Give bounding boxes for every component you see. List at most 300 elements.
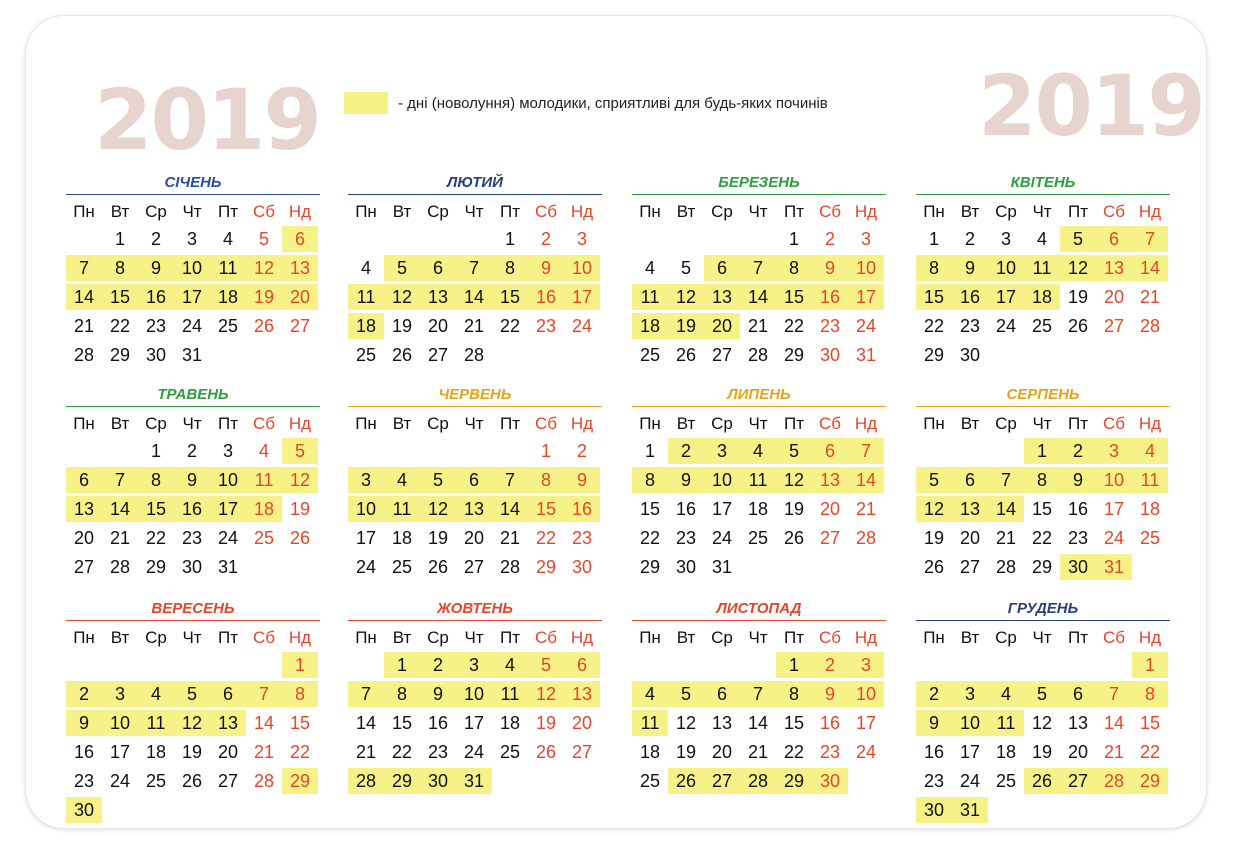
day-cell: 24 [571, 316, 593, 336]
day-cell: 24 [855, 742, 877, 762]
day-cell: 28 [995, 557, 1017, 577]
day-cell: 15 [492, 284, 528, 310]
week-row [348, 495, 602, 524]
week-row [66, 254, 320, 283]
day-cell: 12 [1031, 713, 1053, 733]
week-row [66, 341, 320, 370]
week-row [916, 312, 1170, 341]
day-cell: 25 [355, 345, 377, 365]
day-cell: 9 [1060, 467, 1096, 493]
day-cell: 29 [639, 557, 661, 577]
calendar-card [26, 16, 1206, 828]
day-cell: 14 [1103, 713, 1125, 733]
day-cell: 12 [668, 284, 704, 310]
day-cell: 6 [952, 467, 988, 493]
weekday-label: Пт [783, 414, 804, 433]
day-cell: 31 [855, 345, 877, 365]
day-cell: 13 [1067, 713, 1089, 733]
weekday-label: Чт [748, 628, 768, 647]
day-cell: 4 [138, 681, 174, 707]
weekday-label: Пн [355, 414, 377, 433]
day-cell: 30 [145, 345, 167, 365]
day-cell: 4 [222, 229, 233, 249]
day-cell: 15 [289, 713, 311, 733]
week-row [66, 796, 320, 825]
week-row [348, 524, 602, 553]
day-cell: 7 [740, 255, 776, 281]
day-cell: 14 [492, 496, 528, 522]
day-cell: 5 [282, 438, 318, 464]
week-row [632, 767, 886, 796]
day-cell: 13 [704, 284, 740, 310]
day-cell: 2 [668, 438, 704, 464]
day-cell: 15 [639, 499, 661, 519]
week-row [66, 312, 320, 341]
empty-cell [952, 438, 988, 464]
week-row [66, 651, 320, 680]
day-cell: 12 [528, 681, 564, 707]
day-cell: 11 [1024, 255, 1060, 281]
day-cell: 21 [1103, 742, 1125, 762]
day-cell: 6 [66, 467, 102, 493]
month-10 [348, 600, 602, 796]
weekday-label: Сб [1102, 414, 1125, 433]
weekday-label: Вт [960, 628, 980, 647]
day-cell: 3 [222, 441, 233, 461]
day-cell: 20 [282, 284, 318, 310]
day-cell: 20 [463, 528, 485, 548]
day-cell: 30 [812, 768, 848, 794]
day-cell: 25 [995, 771, 1017, 791]
empty-cell [492, 768, 528, 794]
empty-cell [1024, 652, 1060, 678]
day-cell: 23 [145, 316, 167, 336]
week-row [348, 437, 602, 466]
day-cell: 24 [217, 528, 239, 548]
day-cell: 4 [740, 438, 776, 464]
month-title: ТРАВЕНЬ [66, 386, 320, 407]
empty-cell [528, 768, 564, 794]
empty-cell [988, 342, 1024, 368]
empty-cell [1024, 797, 1060, 823]
week-row [916, 651, 1170, 680]
day-cell: 22 [499, 316, 521, 336]
week-row [66, 680, 320, 709]
weekday-header [916, 625, 1170, 651]
week-row [916, 553, 1170, 582]
day-cell: 17 [1103, 499, 1125, 519]
weekday-label: Чт [748, 202, 768, 221]
day-cell: 8 [102, 255, 138, 281]
month-6 [348, 386, 602, 582]
day-cell: 10 [564, 255, 600, 281]
weekday-label: Пт [217, 202, 238, 221]
day-cell: 15 [102, 284, 138, 310]
weekday-label: Сб [534, 628, 557, 647]
day-cell: 31 [952, 797, 988, 823]
day-cell: 10 [456, 681, 492, 707]
day-cell: 7 [348, 681, 384, 707]
month-title: СЕРПЕНЬ [916, 386, 1170, 407]
day-cell: 5 [668, 681, 704, 707]
day-cell: 8 [632, 467, 668, 493]
day-cell: 9 [174, 467, 210, 493]
weekday-label: Нд [1138, 202, 1162, 221]
day-cell: 10 [174, 255, 210, 281]
day-cell: 12 [675, 713, 697, 733]
day-cell: 16 [528, 284, 564, 310]
day-cell: 29 [384, 768, 420, 794]
day-cell: 27 [711, 345, 733, 365]
day-cell: 1 [1024, 438, 1060, 464]
week-row [348, 680, 602, 709]
day-cell: 19 [1067, 287, 1089, 307]
day-cell: 21 [855, 499, 877, 519]
day-cell: 21 [747, 316, 769, 336]
day-cell: 27 [959, 557, 981, 577]
empty-cell [704, 652, 740, 678]
day-cell: 11 [384, 496, 420, 522]
day-cell: 5 [680, 258, 691, 278]
day-cell: 4 [1036, 229, 1047, 249]
day-cell: 19 [668, 313, 704, 339]
week-row [348, 312, 602, 341]
day-cell: 29 [145, 557, 167, 577]
week-row [66, 466, 320, 495]
weekday-label: Сб [534, 202, 557, 221]
day-cell: 13 [456, 496, 492, 522]
day-cell: 14 [747, 713, 769, 733]
empty-cell [812, 554, 848, 580]
day-cell: 26 [391, 345, 413, 365]
empty-cell [420, 226, 456, 252]
day-cell: 12 [420, 496, 456, 522]
day-cell: 23 [427, 742, 449, 762]
empty-cell [138, 797, 174, 823]
empty-cell [210, 652, 246, 678]
day-cell: 16 [952, 284, 988, 310]
day-cell: 10 [704, 467, 740, 493]
day-cell: 10 [988, 255, 1024, 281]
day-cell: 15 [1031, 499, 1053, 519]
weekday-label: Вт [392, 202, 412, 221]
day-cell: 16 [819, 713, 841, 733]
empty-cell [916, 652, 952, 678]
weekday-label: Пт [1067, 414, 1088, 433]
weekday-label: Сб [818, 202, 841, 221]
empty-cell [632, 226, 668, 252]
weekday-label: Пн [639, 414, 661, 433]
day-cell: 12 [174, 710, 210, 736]
empty-cell [66, 226, 102, 252]
empty-cell [210, 342, 246, 368]
day-cell: 20 [73, 528, 95, 548]
weekday-label: Сб [252, 202, 275, 221]
day-cell: 29 [783, 345, 805, 365]
day-cell: 22 [391, 742, 413, 762]
month-title: СІЧЕНЬ [66, 174, 320, 195]
month-title: ЧЕРВЕНЬ [348, 386, 602, 407]
weekday-label: Вт [392, 628, 412, 647]
day-cell: 6 [282, 226, 318, 252]
day-cell: 16 [73, 742, 95, 762]
day-cell: 27 [571, 742, 593, 762]
year-watermark-left: 2019 [94, 71, 320, 169]
day-cell: 22 [1031, 528, 1053, 548]
week-row [632, 283, 886, 312]
empty-cell [848, 768, 884, 794]
day-cell: 8 [916, 255, 952, 281]
day-cell: 19 [246, 284, 282, 310]
day-cell: 20 [819, 499, 841, 519]
day-cell: 24 [959, 771, 981, 791]
empty-cell [102, 797, 138, 823]
empty-cell [456, 226, 492, 252]
day-cell: 3 [456, 652, 492, 678]
day-cell: 21 [747, 742, 769, 762]
day-cell: 23 [923, 771, 945, 791]
day-cell: 15 [391, 713, 413, 733]
month-title: ЛИПЕНЬ [632, 386, 886, 407]
day-cell: 18 [210, 284, 246, 310]
day-cell: 14 [102, 496, 138, 522]
day-cell: 15 [776, 284, 812, 310]
day-cell: 31 [456, 768, 492, 794]
day-cell: 5 [420, 467, 456, 493]
day-cell: 31 [217, 557, 239, 577]
week-row [632, 254, 886, 283]
day-cell: 1 [384, 652, 420, 678]
empty-cell [528, 342, 564, 368]
weekday-label: Пн [923, 414, 945, 433]
day-cell: 13 [420, 284, 456, 310]
day-cell: 25 [639, 345, 661, 365]
month-title: КВІТЕНЬ [916, 174, 1170, 195]
day-cell: 8 [1024, 467, 1060, 493]
weekday-label: Пт [499, 202, 520, 221]
weekday-header [66, 199, 320, 225]
week-row [66, 709, 320, 738]
day-cell: 8 [282, 681, 318, 707]
day-cell: 17 [463, 713, 485, 733]
day-cell: 12 [776, 467, 812, 493]
day-cell: 14 [740, 284, 776, 310]
weekday-label: Чт [1032, 414, 1052, 433]
day-cell: 25 [1031, 316, 1053, 336]
day-cell: 19 [427, 528, 449, 548]
empty-cell [1060, 342, 1096, 368]
day-cell: 22 [783, 742, 805, 762]
day-cell: 23 [73, 771, 95, 791]
weekday-label: Пн [355, 202, 377, 221]
empty-cell [66, 652, 102, 678]
day-cell: 17 [711, 499, 733, 519]
day-cell: 16 [138, 284, 174, 310]
empty-cell [564, 342, 600, 368]
day-cell: 18 [747, 499, 769, 519]
day-cell: 16 [675, 499, 697, 519]
weekday-label: Вт [110, 414, 130, 433]
month-7 [632, 386, 886, 582]
day-cell: 3 [952, 681, 988, 707]
day-cell: 24 [711, 528, 733, 548]
day-cell: 24 [109, 771, 131, 791]
day-cell: 22 [145, 528, 167, 548]
day-cell: 2 [964, 229, 975, 249]
weekday-label: Пн [639, 202, 661, 221]
day-cell: 13 [952, 496, 988, 522]
day-cell: 5 [384, 255, 420, 281]
month-3 [632, 174, 886, 370]
week-row [348, 225, 602, 254]
week-row [66, 553, 320, 582]
day-cell: 28 [348, 768, 384, 794]
day-cell: 18 [995, 742, 1017, 762]
day-cell: 7 [740, 681, 776, 707]
weekday-label: Чт [464, 414, 484, 433]
weekday-label: Пн [73, 628, 95, 647]
weekday-label: Пн [923, 202, 945, 221]
week-row [66, 767, 320, 796]
day-cell: 28 [253, 771, 275, 791]
day-cell: 5 [916, 467, 952, 493]
day-cell: 18 [1024, 284, 1060, 310]
weekday-label: Чт [182, 414, 202, 433]
week-row [632, 466, 886, 495]
day-cell: 2 [150, 229, 161, 249]
empty-cell [384, 226, 420, 252]
day-cell: 28 [1096, 768, 1132, 794]
week-row [916, 524, 1170, 553]
day-cell: 7 [102, 467, 138, 493]
weekday-label: Пт [217, 628, 238, 647]
month-title: БЕРЕЗЕНЬ [632, 174, 886, 195]
weekday-label: Ср [427, 202, 449, 221]
day-cell: 26 [783, 528, 805, 548]
day-cell: 21 [1139, 287, 1161, 307]
day-cell: 29 [1031, 557, 1053, 577]
day-cell: 30 [181, 557, 203, 577]
day-cell: 7 [492, 467, 528, 493]
day-cell: 22 [289, 742, 311, 762]
week-row [348, 341, 602, 370]
empty-cell [1132, 797, 1168, 823]
day-cell: 18 [348, 313, 384, 339]
weekday-header [348, 199, 602, 225]
weekday-header [348, 411, 602, 437]
day-cell: 27 [217, 771, 239, 791]
day-cell: 17 [855, 713, 877, 733]
day-cell: 12 [916, 496, 952, 522]
weekday-label: Нд [1138, 628, 1162, 647]
empty-cell [988, 652, 1024, 678]
day-cell: 6 [704, 255, 740, 281]
day-cell: 11 [210, 255, 246, 281]
day-cell: 22 [783, 316, 805, 336]
day-cell: 7 [848, 438, 884, 464]
week-row [916, 709, 1170, 738]
day-cell: 13 [1096, 255, 1132, 281]
day-cell: 23 [535, 316, 557, 336]
month-9 [66, 600, 320, 825]
day-cell: 2 [186, 441, 197, 461]
empty-cell [916, 438, 952, 464]
day-cell: 3 [576, 229, 587, 249]
day-cell: 19 [391, 316, 413, 336]
day-cell: 28 [747, 345, 769, 365]
day-cell: 24 [1103, 528, 1125, 548]
week-row [66, 283, 320, 312]
day-cell: 14 [848, 467, 884, 493]
day-cell: 30 [916, 797, 952, 823]
weekday-label: Чт [182, 202, 202, 221]
day-cell: 7 [1132, 226, 1168, 252]
day-cell: 23 [959, 316, 981, 336]
week-row [916, 254, 1170, 283]
week-row [632, 709, 886, 738]
day-cell: 11 [1132, 467, 1168, 493]
day-cell: 11 [246, 467, 282, 493]
day-cell: 6 [210, 681, 246, 707]
day-cell: 7 [246, 681, 282, 707]
day-cell: 1 [776, 652, 812, 678]
day-cell: 25 [253, 528, 275, 548]
day-cell: 22 [639, 528, 661, 548]
year-watermark-right: 2019 [978, 57, 1204, 155]
day-cell: 17 [959, 742, 981, 762]
day-cell: 2 [812, 652, 848, 678]
day-cell: 1 [644, 441, 655, 461]
weekday-header [348, 625, 602, 651]
week-row [632, 524, 886, 553]
day-cell: 12 [384, 284, 420, 310]
day-cell: 5 [1024, 681, 1060, 707]
day-cell: 21 [499, 528, 521, 548]
week-row [916, 225, 1170, 254]
day-cell: 17 [355, 528, 377, 548]
day-cell: 4 [632, 681, 668, 707]
day-cell: 16 [812, 284, 848, 310]
empty-cell [282, 797, 318, 823]
day-cell: 25 [217, 316, 239, 336]
month-title: ЖОВТЕНЬ [348, 600, 602, 621]
empty-cell [1024, 342, 1060, 368]
week-row [632, 738, 886, 767]
day-cell: 3 [1096, 438, 1132, 464]
day-cell: 25 [391, 557, 413, 577]
day-cell: 20 [704, 313, 740, 339]
weekday-label: Нд [854, 628, 878, 647]
weekday-label: Пт [1067, 202, 1088, 221]
day-cell: 17 [109, 742, 131, 762]
empty-cell [282, 342, 318, 368]
day-cell: 12 [1060, 255, 1096, 281]
day-cell: 5 [1060, 226, 1096, 252]
weekday-label: Вт [960, 414, 980, 433]
day-cell: 24 [855, 316, 877, 336]
weekday-label: Пт [499, 414, 520, 433]
day-cell: 15 [528, 496, 564, 522]
day-cell: 18 [499, 713, 521, 733]
day-cell: 29 [109, 345, 131, 365]
day-cell: 18 [632, 313, 668, 339]
weekday-label: Ср [145, 202, 167, 221]
day-cell: 8 [384, 681, 420, 707]
week-row [632, 437, 886, 466]
day-cell: 16 [1067, 499, 1089, 519]
day-cell: 19 [289, 499, 311, 519]
day-cell: 27 [1103, 316, 1125, 336]
